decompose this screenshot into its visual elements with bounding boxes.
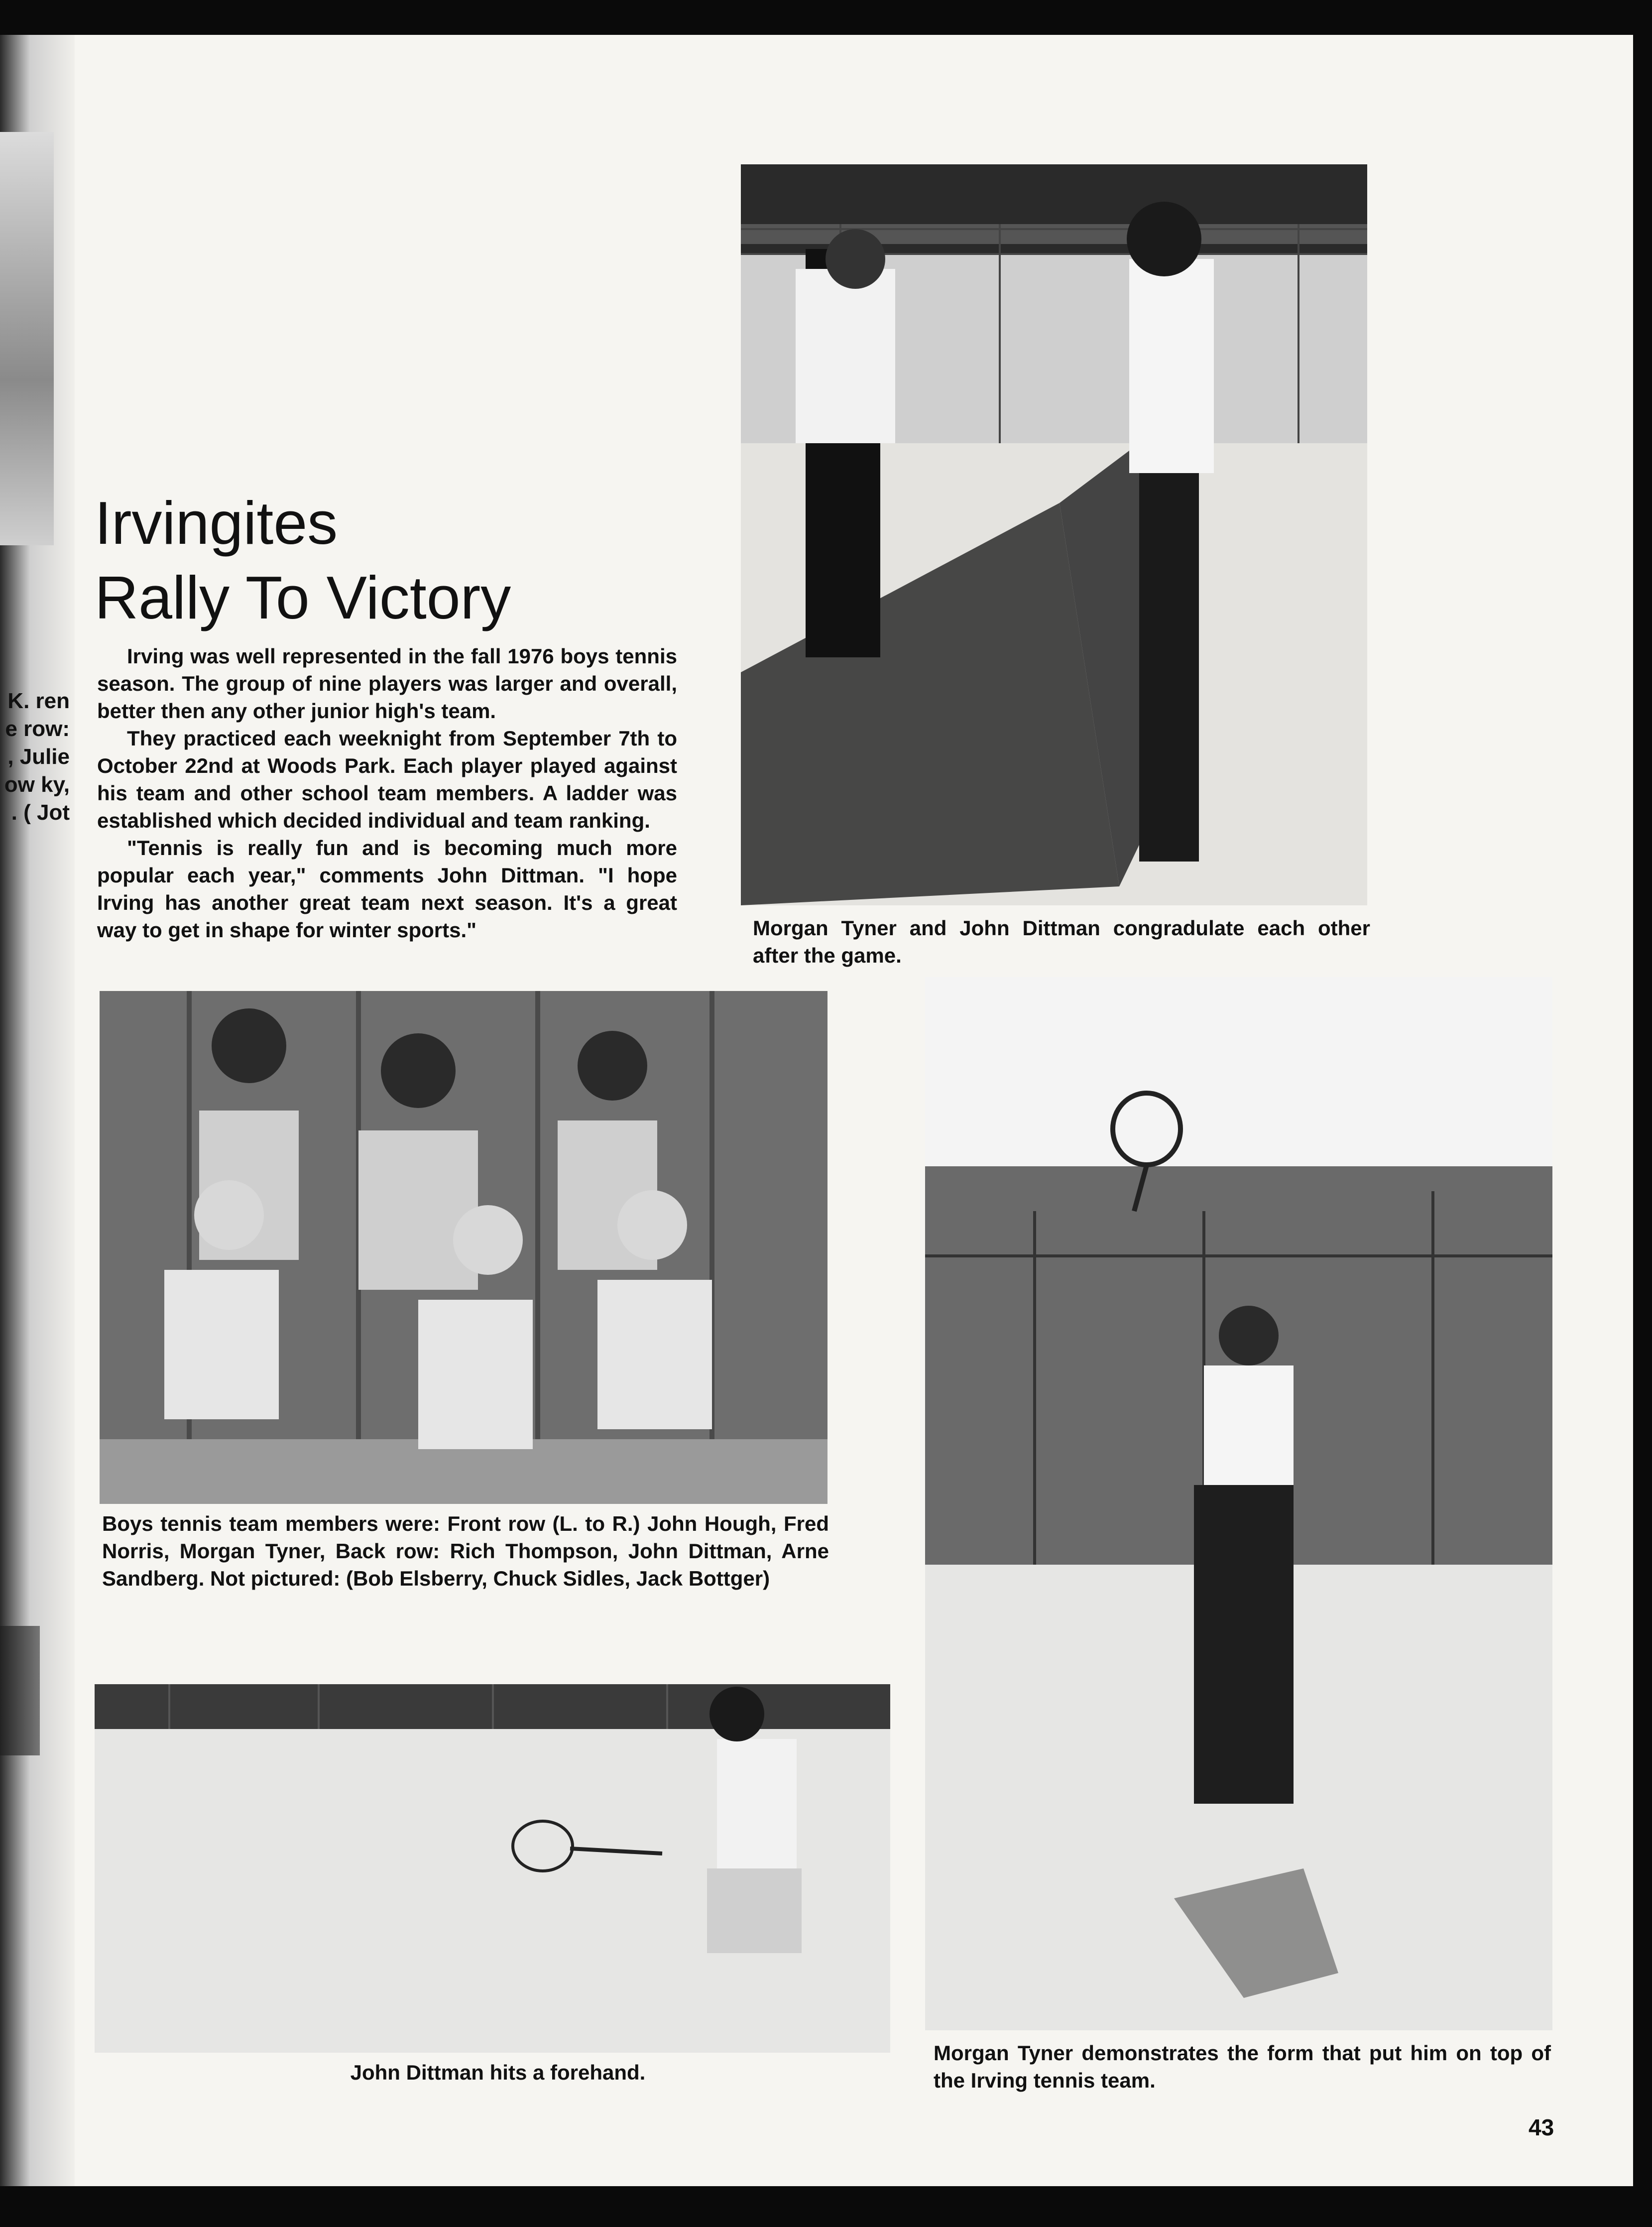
left-page-text-fragment: . ( Jot <box>11 800 70 825</box>
article-paragraph: "Tennis is really fun and is becoming much more popular each year," comments John Dittman. "I hope Irving has another great team next season. It's a great way to get in shape for winter sports." <box>97 836 677 942</box>
team-photo <box>100 991 827 1504</box>
article-paragraph: They practiced each weeknight from September 7th to October 22nd at Woods Park. Each player played against his team and other school team members. A ladder was established which decided individual and team ranking. <box>97 727 677 832</box>
left-page-text-fragment: K. ren <box>7 689 70 713</box>
serve-caption: Morgan Tyner demonstrates the form that put him on top of the Irving tennis team. <box>934 2041 1551 2092</box>
forehand-caption: John Dittman hits a forehand. <box>350 2061 646 2084</box>
article-paragraph: Irving was well represented in the fall 1976 boys tennis season. The group of nine players was larger and overall, better then any other junior high's team. <box>97 644 677 723</box>
forehand-photo <box>95 1684 890 2053</box>
left-page-text-fragment: , Julie <box>7 744 70 769</box>
left-page-text-fragment: ow ky, <box>4 772 70 797</box>
headline-line-2: Rally To Victory <box>95 564 511 631</box>
serve-photo <box>925 977 1552 2030</box>
left-page-photo-fragment <box>0 1626 40 1755</box>
left-page-photo-fragment <box>0 132 54 545</box>
left-page-text-fragment: e row: <box>5 717 70 741</box>
handshake-photo <box>741 164 1367 905</box>
team-caption: Boys tennis team members were: Front row (L. to R.) John Hough, Fred Norris, Morgan Tyner, Back row: Rich Thompson, John Dittman, Arne Sandberg. Not pictured: (Bob Elsberry, Chuck Sidles, Jack Bottger) <box>102 1512 829 1590</box>
handshake-caption: Morgan Tyner and John Dittman congradulate each other after the game. <box>753 916 1370 967</box>
page-number: 43 <box>1529 2114 1554 2140</box>
article-headline <box>95 486 592 635</box>
headline-line-1: Irvingites <box>95 489 338 557</box>
article-body <box>97 642 677 944</box>
